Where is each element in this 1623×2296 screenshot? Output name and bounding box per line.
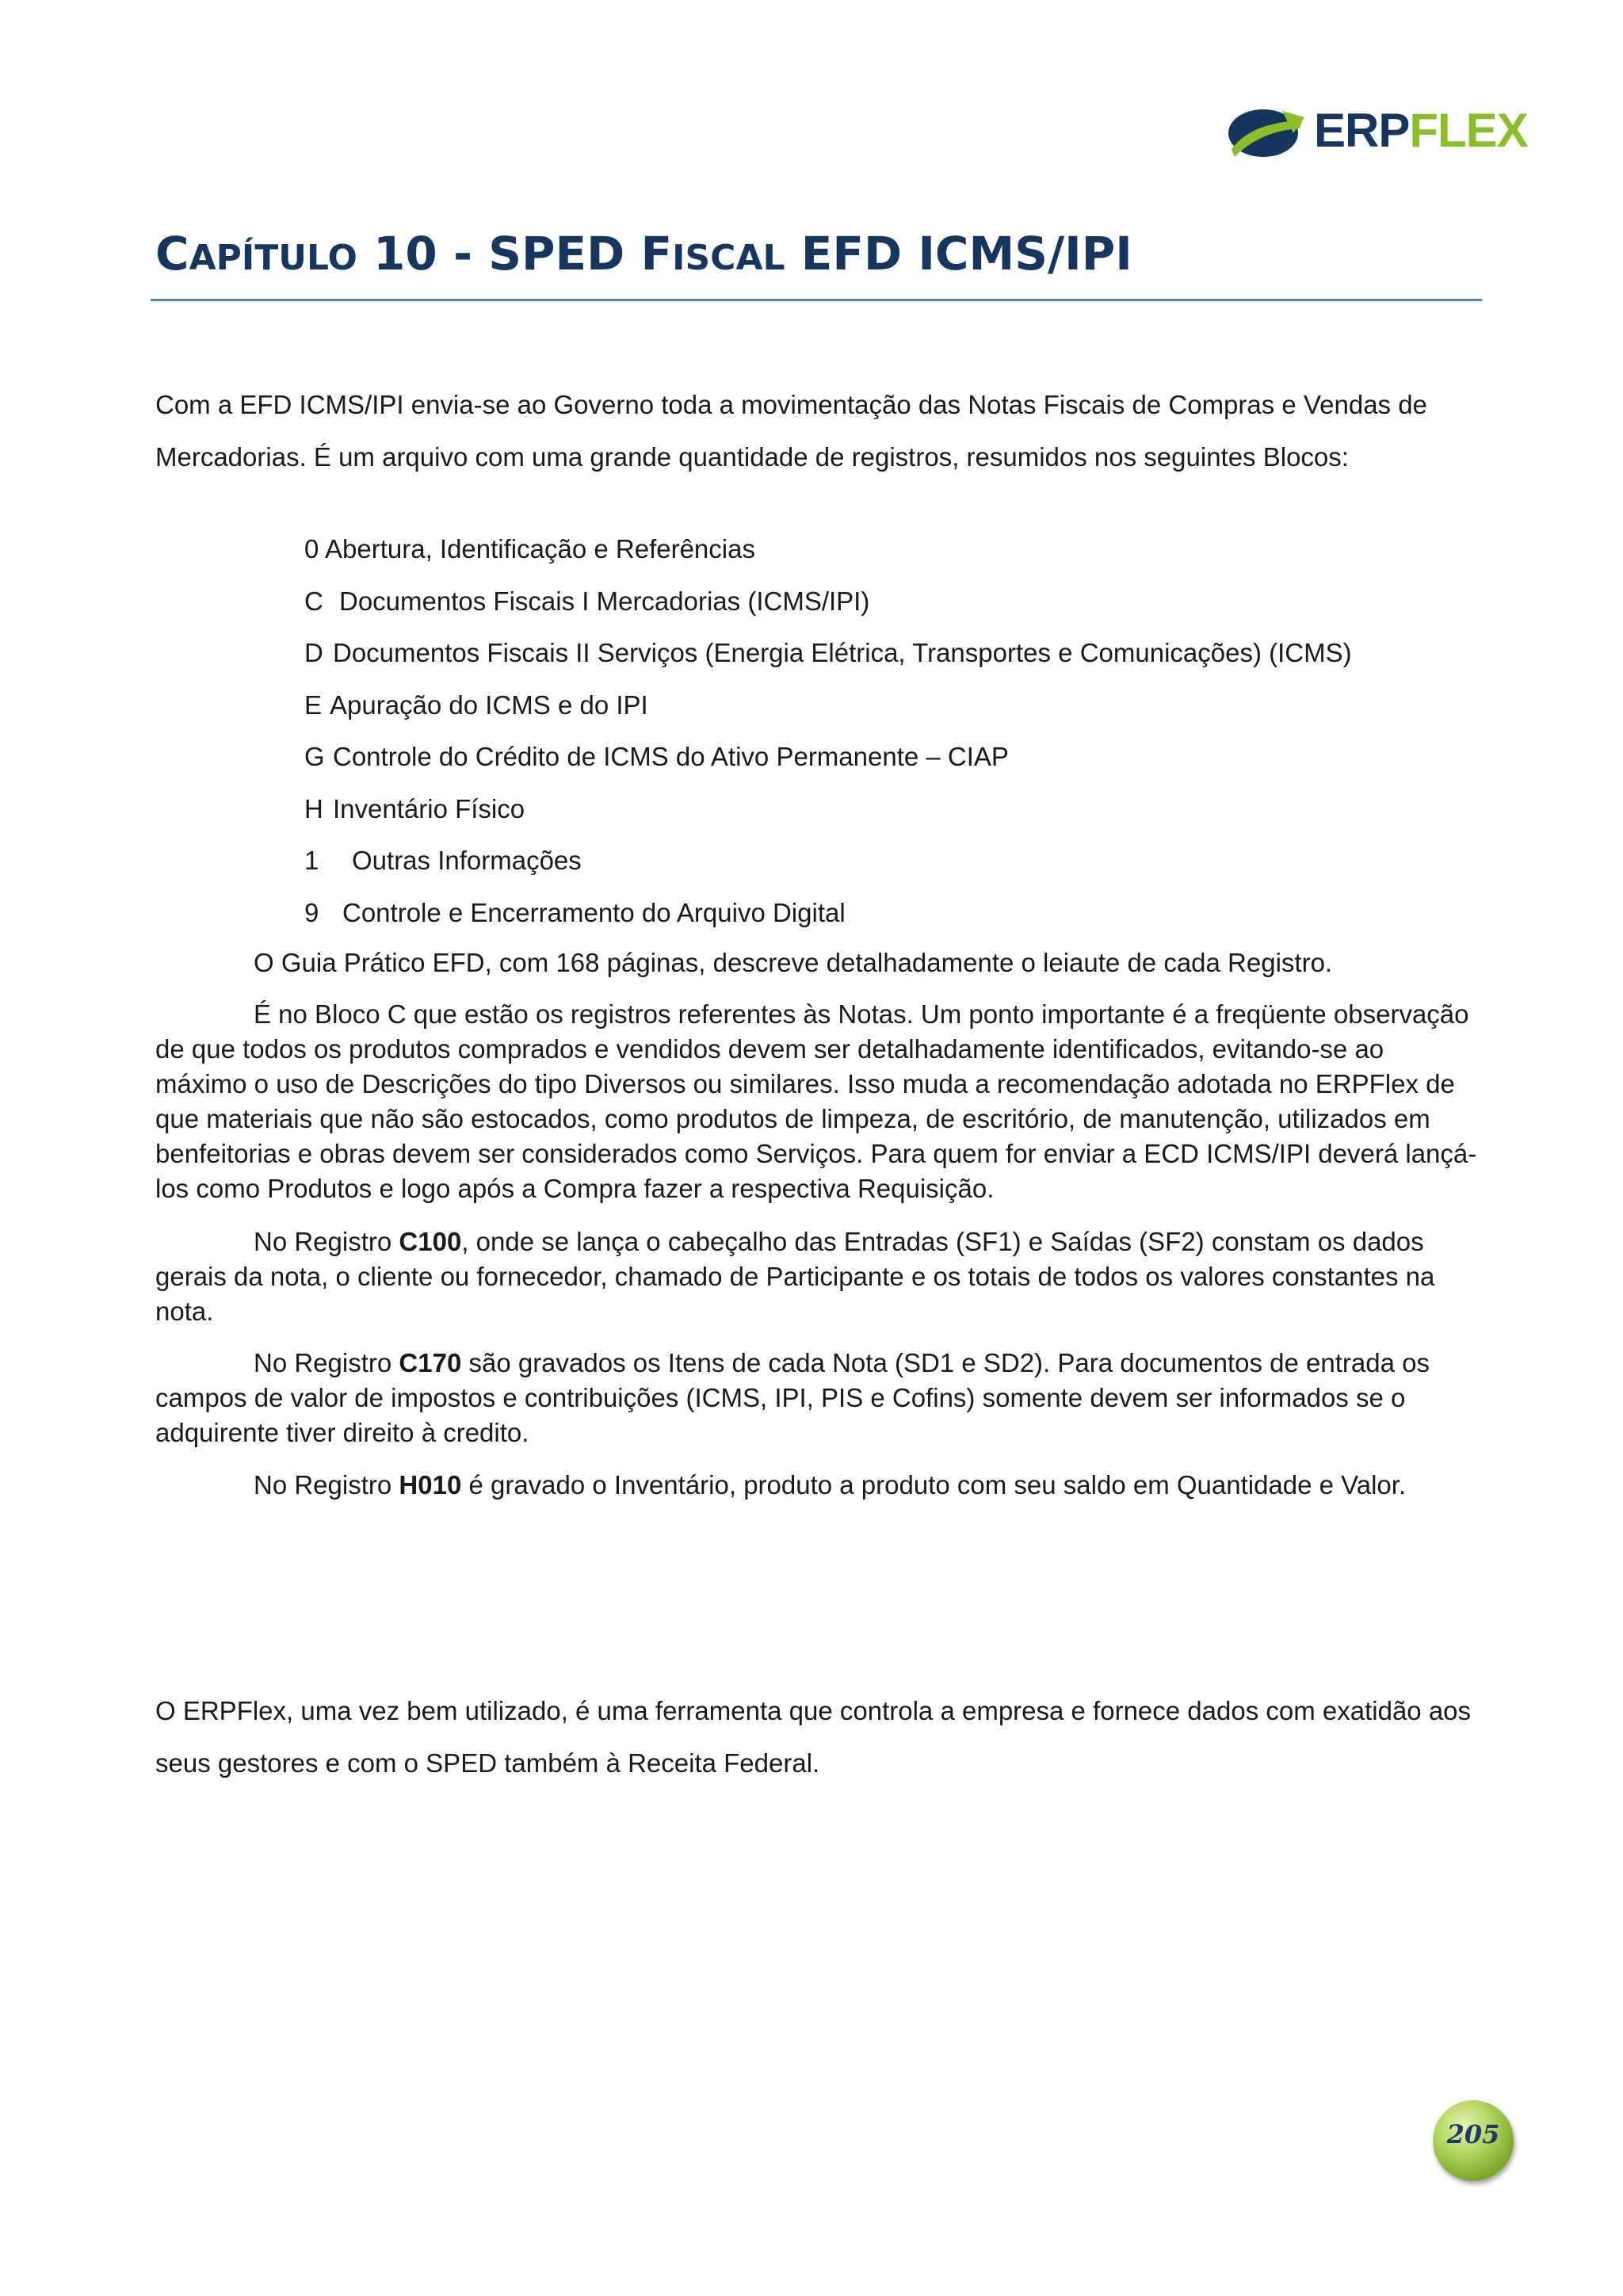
block-code: 0 — [304, 534, 319, 563]
block-item — [304, 887, 1352, 939]
title-small-iscal: ISCAL — [672, 238, 785, 278]
block-item — [304, 627, 1352, 679]
block-code: E — [304, 690, 323, 720]
c170-text: são gravados os Itens de cada Nota (SD1 e SD2). Para documentos de entrada os campos de valor de impostos e contribuições (ICMS, IPI, PIS e Cofins) somente devem ser informados se o adquirente tiver direito à credito. — [155, 1348, 1430, 1447]
chapter-title — [155, 222, 1132, 292]
block-code: 1 — [304, 846, 319, 875]
blocks-list — [304, 523, 1352, 938]
block-label: Controle e Encerramento do Arquivo Digital — [342, 897, 846, 927]
block-item — [304, 575, 1352, 628]
block-item — [304, 523, 1352, 575]
block-code: H — [304, 793, 323, 823]
h010-prefix: No Registro — [254, 1470, 399, 1499]
title-cap-c: C — [155, 227, 189, 281]
block-code: D — [304, 638, 323, 667]
block-code: 9 — [304, 897, 319, 927]
block-item — [304, 679, 1352, 732]
registro-c100-paragraph — [155, 1224, 1480, 1329]
block-label: Documentos Fiscais I Mercadorias (ICMS/IPI) — [339, 586, 870, 616]
guia-paragraph: O Guia Prático EFD, com 168 páginas, descreve detalhadamente o leiaute de cada Registro. — [254, 948, 1333, 977]
registro-h010-paragraph — [155, 1468, 1480, 1503]
page-number: 205 — [1446, 2119, 1500, 2149]
h010-code: H010 — [399, 1470, 462, 1499]
c170-prefix: No Registro — [254, 1348, 399, 1377]
intro-paragraph: Com a EFD ICMS/IPI envia-se ao Governo toda a movimentação das Notas Fiscais de Compras e Vendas de Mercadorias. É um arquivo com uma grande quantidade de registros, resumidos nos seguintes Blocos: — [155, 390, 1427, 472]
block-code: C — [304, 586, 323, 616]
block-label: Controle do Crédito de ICMS do Ativo Permanente – CIAP — [333, 742, 1009, 771]
c170-code: C170 — [399, 1348, 462, 1377]
c100-text: , onde se lança o cabeçalho das Entradas (SF1) e Saídas (SF2) constam os dados gerais da nota, o cliente ou fornecedor, chamado de Participante e os totais de todos os valores constantes na nota. — [155, 1227, 1435, 1326]
registro-c170-paragraph — [155, 1346, 1480, 1450]
c100-prefix: No Registro — [254, 1227, 399, 1256]
block-label: Apuração do ICMS e do IPI — [330, 690, 648, 720]
block-code: G — [304, 742, 325, 771]
logo-wordmark — [1314, 103, 1528, 159]
bloco-c-paragraph: É no Bloco C que estão os registros referentes às Notas. Um ponto importante é a freqüente observação de que todos os produtos comprados e vendidos devem ser detalhadamente identificados, evitando-se ao máximo o uso de Descrições do tipo Diversos ou similares. Isso muda a recomendação adotada no ERPFlex de que materiais que não são estocados, como produtos de limpeza, de escritório, de manutenção, utilizados em benfeitorias e obras devem ser considerados como Serviços. Para quem for enviar a ECD ICMS/IPI deverá lançá-los como Produtos e logo após a Compra fazer a respectiva Requisição. — [155, 999, 1477, 1203]
block-item — [304, 783, 1352, 835]
erpflex-logo — [1227, 101, 1528, 163]
block-item — [304, 835, 1352, 887]
title-efd: EFD ICMS/IPI — [785, 227, 1132, 281]
h010-text: é gravado o Inventário, produto a produto com seu saldo em Quantidade e Valor. — [461, 1470, 1407, 1499]
c100-code: C100 — [399, 1227, 462, 1256]
closing-paragraph: O ERPFlex, uma vez bem utilizado, é uma ferramenta que controla a empresa e fornece dados com exatidão aos seus gestores e com o SPED também à Receita Federal. — [155, 1696, 1472, 1778]
title-underline — [151, 299, 1482, 301]
block-label: Documentos Fiscais II Serviços (Energia Elétrica, Transportes e Comunicações) (ICMS) — [333, 638, 1352, 667]
block-label: Outras Informações — [352, 846, 582, 875]
title-small-apitulo: APÍTULO — [189, 238, 357, 278]
swoosh-logo-icon — [1227, 101, 1306, 163]
title-number: 10 - SPED F — [357, 227, 673, 281]
block-item — [304, 731, 1352, 783]
logo-text-flex: FLEX — [1409, 104, 1528, 157]
page-number-badge — [1433, 2100, 1514, 2181]
logo-text-erp: ERP — [1314, 104, 1410, 157]
block-label: Abertura, Identificação e Referências — [325, 534, 755, 563]
block-label: Inventário Físico — [333, 793, 525, 823]
